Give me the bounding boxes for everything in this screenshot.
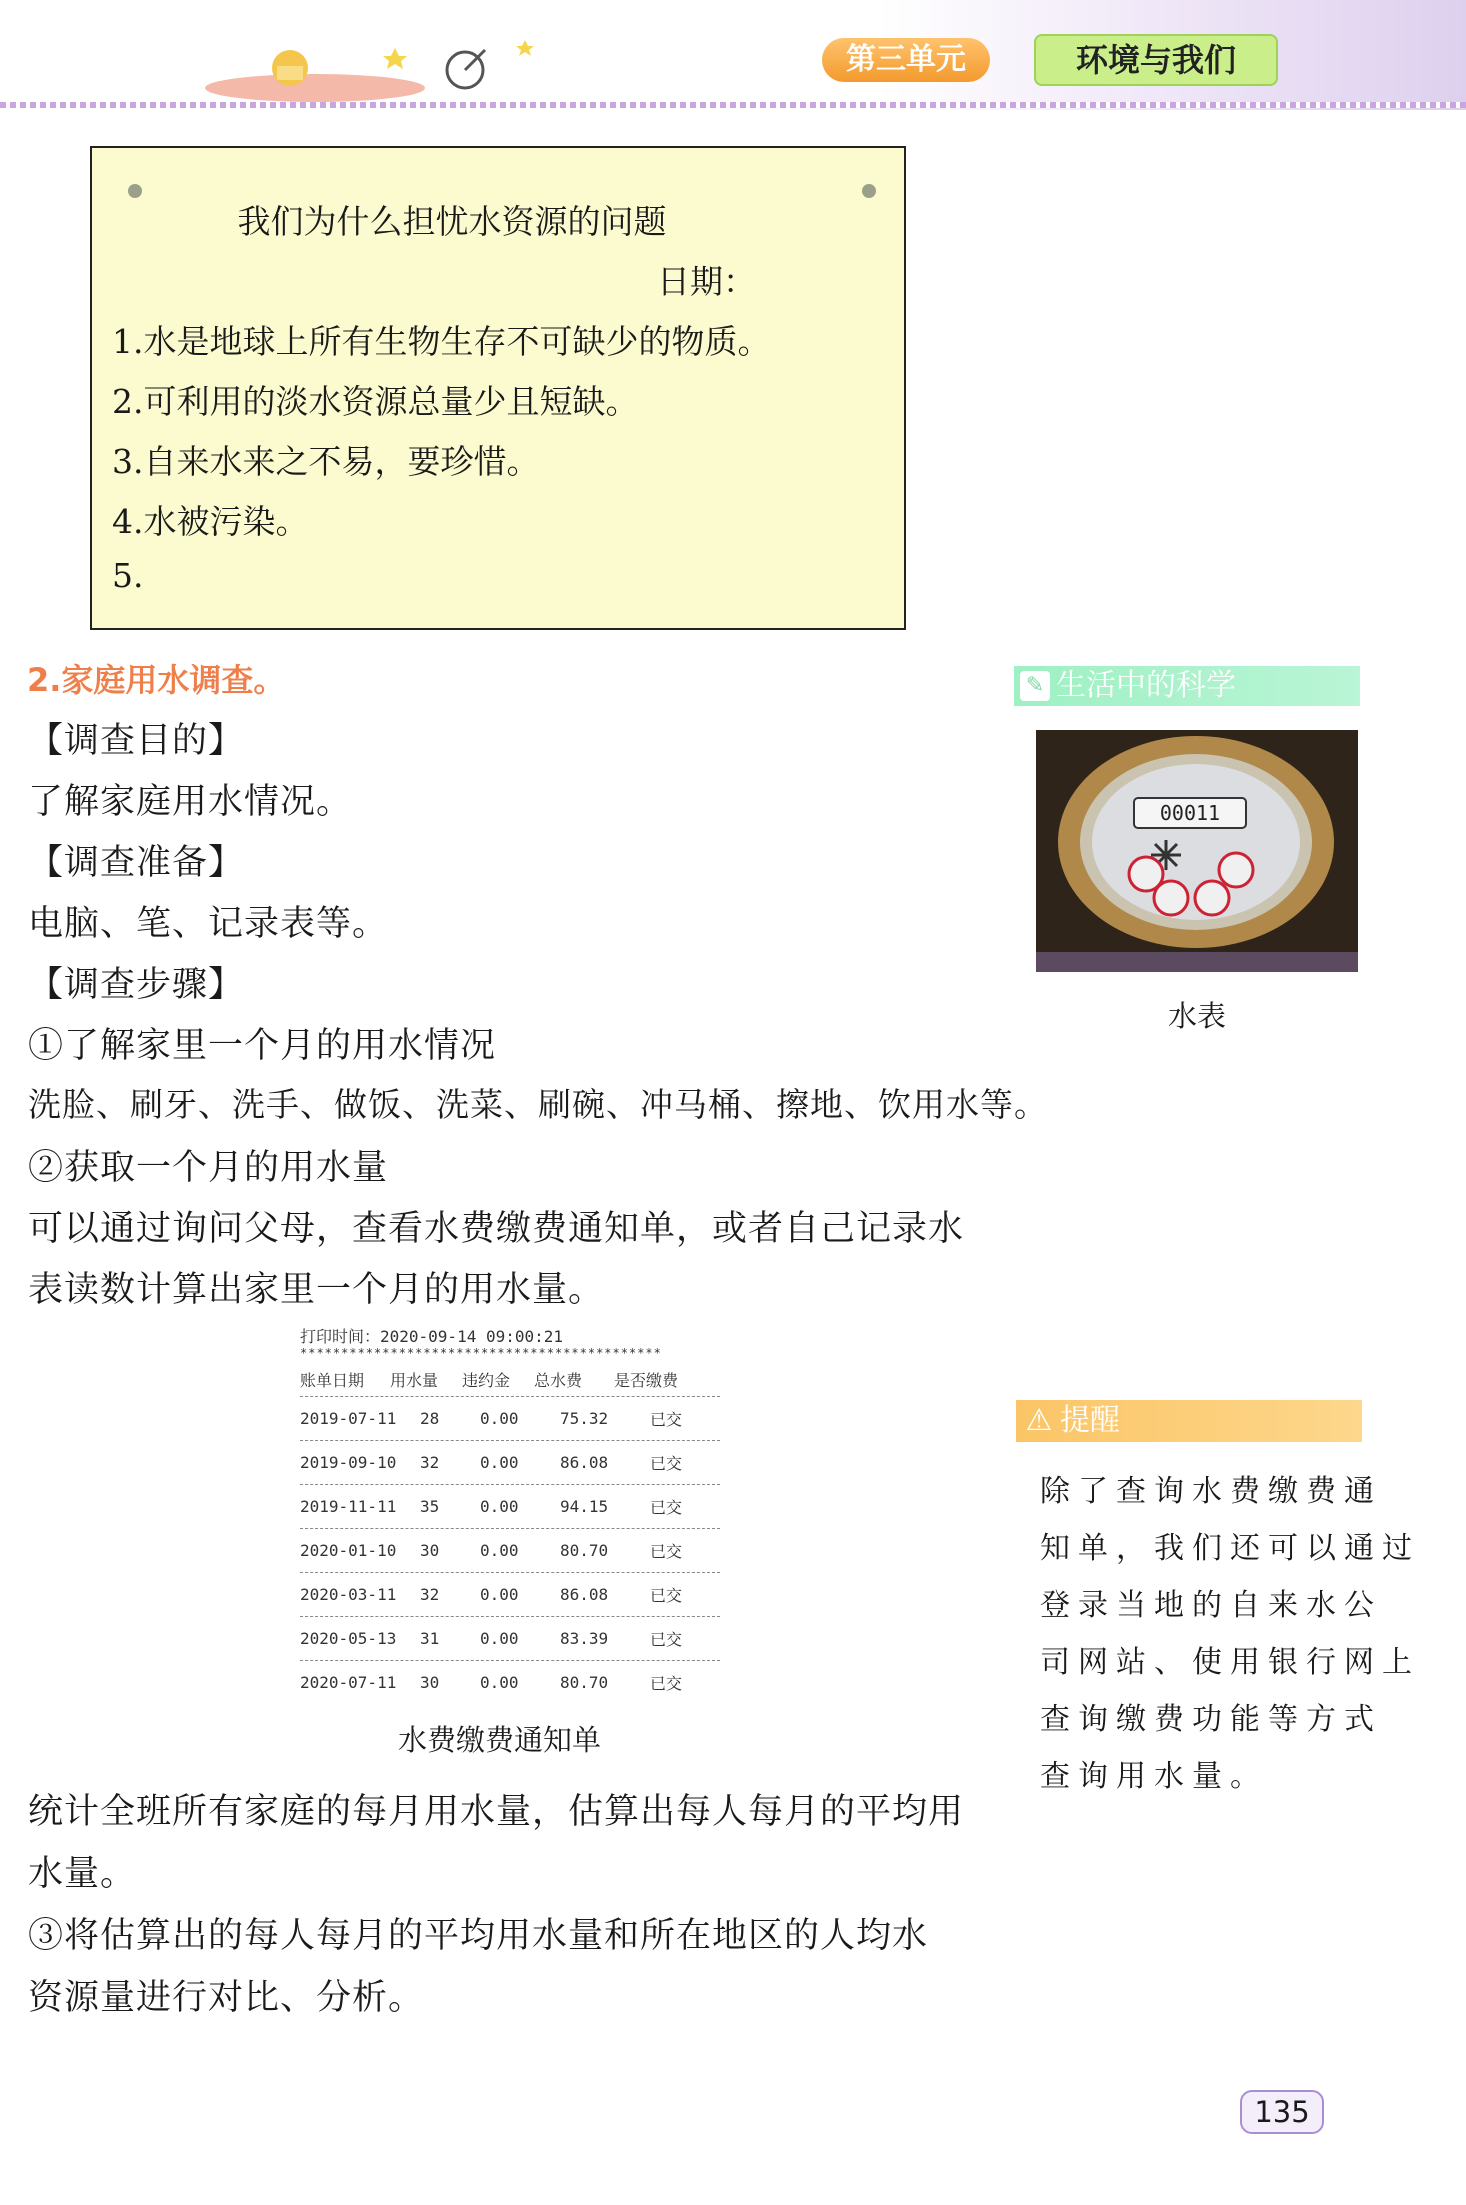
note-card xyxy=(90,146,906,630)
steps-heading: 【调查步骤】 xyxy=(28,965,245,1005)
bill-header-cell: 账单日期 xyxy=(300,1370,365,1390)
table-row xyxy=(300,1661,720,1704)
unit-label: 第三单元 xyxy=(822,38,990,82)
science-in-life-label: 生活中的科学 xyxy=(1056,668,1236,703)
step1-text: 洗脸、刷牙、洗手、做饭、洗菜、刷碗、冲马桶、擦地、饮用水等。 xyxy=(28,1085,1048,1124)
bill-cell: 2020-05-13 xyxy=(300,1629,397,1648)
reminder-label: 提醒 xyxy=(1060,1403,1120,1438)
bill-cell: 2019-07-11 xyxy=(300,1409,397,1428)
bill-cell: 0.00 xyxy=(480,1585,519,1604)
bill-cell: 75.32 xyxy=(560,1409,609,1428)
bill-cell: 已交 xyxy=(650,1674,683,1693)
bill-header-cell: 用水量 xyxy=(390,1370,439,1390)
table-row xyxy=(300,1441,720,1485)
warning-icon: ⚠ xyxy=(1025,1403,1053,1438)
header-divider xyxy=(0,102,1466,108)
bill-cell: 86.08 xyxy=(560,1585,609,1604)
bill-cell: 已交 xyxy=(650,1498,683,1517)
bill-cell: 已交 xyxy=(650,1586,683,1605)
bill-cell: 0.00 xyxy=(480,1541,519,1560)
table-row xyxy=(300,1529,720,1573)
step1-title: ①了解家里一个月的用水情况 xyxy=(28,1026,497,1066)
reminder-line: 除了查询水费缴费通 xyxy=(1040,1474,1382,1509)
bill-cell: 0.00 xyxy=(480,1497,519,1516)
bill-cell: 30 xyxy=(420,1673,440,1692)
step2-title: ②获取一个月的用水量 xyxy=(28,1148,389,1188)
bill-cell: 2019-11-11 xyxy=(300,1497,397,1516)
bill-cell: 已交 xyxy=(650,1630,683,1649)
stats-line: 统计全班所有家庭的每月用水量，估算出每人每月的平均用 xyxy=(28,1792,965,1832)
note-item: 3.自来水来之不易，要珍惜。 xyxy=(112,442,540,481)
reminder-line: 知单，我们还可以通过 xyxy=(1040,1531,1420,1566)
science-in-life-header xyxy=(1014,666,1360,706)
bill-cell: 32 xyxy=(420,1585,440,1604)
bill-cell: 0.00 xyxy=(480,1673,519,1692)
bill-cell: 2020-01-10 xyxy=(300,1541,397,1560)
reminder-line: 查询用水量。 xyxy=(1040,1759,1268,1794)
topic-label: 环境与我们 xyxy=(1034,34,1278,86)
step3-line: ③将估算出的每人每月的平均用水量和所在地区的人均水 xyxy=(28,1916,929,1956)
page-number: 135 xyxy=(1240,2090,1324,2134)
meter-caption: 水表 xyxy=(1168,999,1227,1033)
bill-caption: 水费缴费通知单 xyxy=(398,1723,602,1757)
bill-cell: 已交 xyxy=(650,1454,683,1473)
note-title: 我们为什么担忧水资源的问题 xyxy=(237,202,667,241)
bill-cell: 0.00 xyxy=(480,1453,519,1472)
table-row xyxy=(300,1397,720,1441)
table-row xyxy=(300,1485,720,1529)
bill-cell: 94.15 xyxy=(560,1497,609,1516)
prep-text: 电脑、笔、记录表等。 xyxy=(28,904,389,944)
bill-cell: 35 xyxy=(420,1497,440,1516)
bill-cell: 0.00 xyxy=(480,1629,519,1648)
reminder-header xyxy=(1016,1400,1362,1442)
step2-line: 表读数计算出家里一个月的用水量。 xyxy=(28,1270,605,1310)
reminder-line: 查询缴费功能等方式 xyxy=(1040,1702,1382,1737)
bill-cell: 80.70 xyxy=(560,1541,609,1560)
pencil-icon: ✎ xyxy=(1020,671,1050,701)
table-row xyxy=(300,1573,720,1617)
table-row xyxy=(300,1617,720,1661)
bill-header-cell: 总水费 xyxy=(534,1370,583,1390)
section-title: 2.家庭用水调查。 xyxy=(27,661,286,699)
pin-icon xyxy=(862,184,876,198)
bill-cell: 32 xyxy=(420,1453,440,1472)
meter-reading: 00011 xyxy=(1159,801,1221,825)
bill-cell: 已交 xyxy=(650,1542,683,1561)
step2-line: 可以通过询问父母，查看水费缴费通知单，或者自己记录水 xyxy=(28,1209,965,1249)
bill-header-cell: 违约金 xyxy=(462,1370,511,1390)
note-item: 1.水是地球上所有生物生存不可缺少的物质。 xyxy=(112,322,771,361)
bill-cell: 80.70 xyxy=(560,1673,609,1692)
bill-cell: 已交 xyxy=(650,1410,683,1429)
water-meter-photo xyxy=(1036,730,1358,972)
header-decoration-icon xyxy=(195,28,595,106)
note-item: 4.水被污染。 xyxy=(112,502,309,541)
bill-cell: 86.08 xyxy=(560,1453,609,1472)
bill-separator: ******************************************** xyxy=(300,1346,662,1360)
purpose-heading: 【调查目的】 xyxy=(28,721,245,761)
prep-heading: 【调查准备】 xyxy=(28,843,245,883)
reminder-line: 司网站、使用银行网上 xyxy=(1040,1645,1420,1680)
purpose-text: 了解家庭用水情况。 xyxy=(28,782,353,822)
water-bill xyxy=(300,1324,720,1704)
bill-header-cell: 是否缴费 xyxy=(614,1370,679,1390)
bill-print-time: 打印时间：2020-09-14 09:00:21 xyxy=(300,1327,564,1346)
note-item: 2.可利用的淡水资源总量少且短缺。 xyxy=(112,382,639,421)
reminder-line: 登录当地的自来水公 xyxy=(1040,1588,1382,1623)
bill-cell: 2020-03-11 xyxy=(300,1585,397,1604)
bill-cell: 28 xyxy=(420,1409,440,1428)
bill-cell: 2020-07-11 xyxy=(300,1673,397,1692)
stats-line: 水量。 xyxy=(28,1854,137,1894)
note-item: 5. xyxy=(112,556,144,595)
bill-header-row xyxy=(300,1362,720,1397)
bill-cell: 30 xyxy=(420,1541,440,1560)
step3-line: 资源量进行对比、分析。 xyxy=(28,1978,425,2018)
bill-cell: 2019-09-10 xyxy=(300,1453,397,1472)
bill-cell: 31 xyxy=(420,1629,440,1648)
note-date-label: 日期： xyxy=(657,262,756,301)
bill-cell: 83.39 xyxy=(560,1629,609,1648)
bill-cell: 0.00 xyxy=(480,1409,519,1428)
